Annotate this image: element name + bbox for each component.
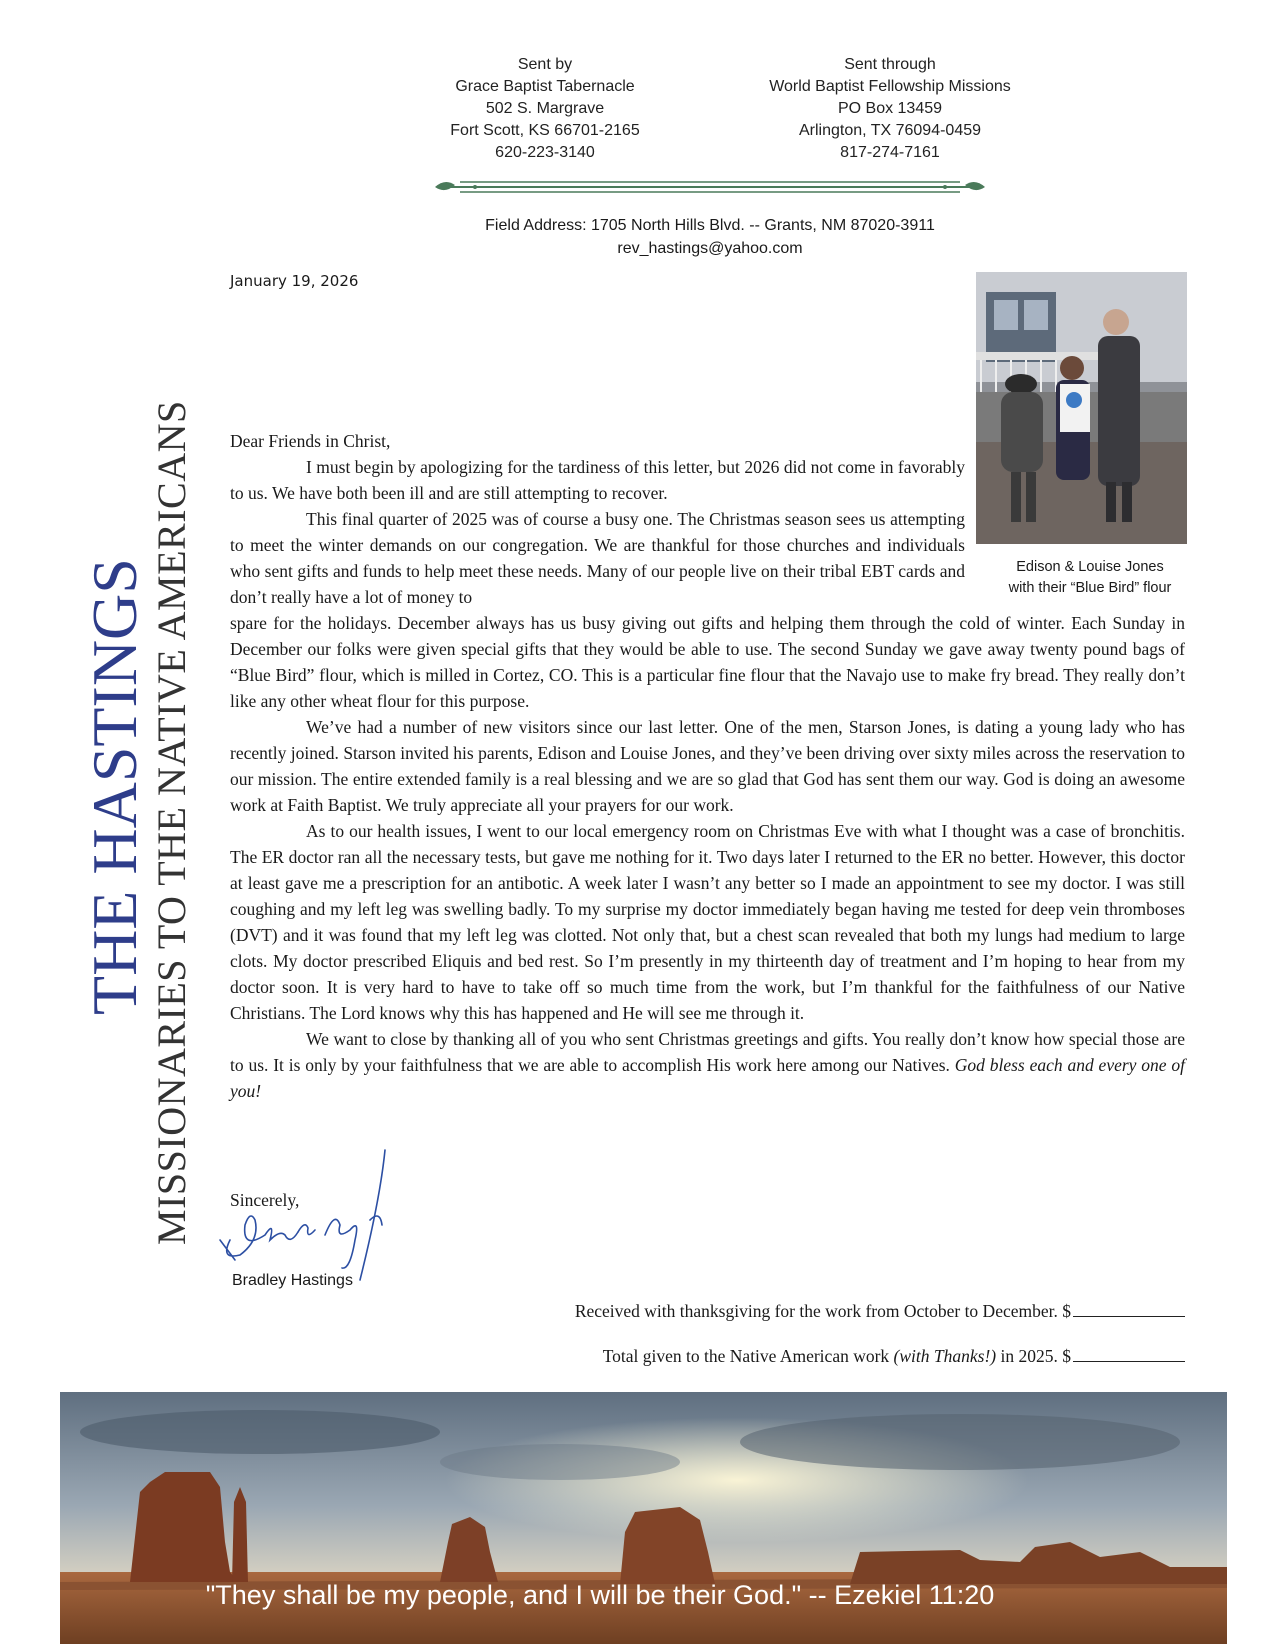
amount-blank-quarter[interactable] — [1073, 1298, 1185, 1317]
receipt-line-quarter — [575, 1298, 1185, 1322]
sent-by-block — [430, 54, 660, 164]
letter-greeting: Dear Friends in Christ, — [230, 431, 391, 451]
receipt-line-year — [603, 1343, 1185, 1367]
letter-paragraph: As to our health issues, I went to our local emergency room on Christmas Eve with what I thought was a case of bronchitis. The ER doctor ran all the necessary tests, but gave me nothing for it. Two days later I returned to the ER no better. However, this doctor at least gave me a prescription for an antibotic. A week later I wasn’t any better so I made an appointment to see my doctor. I was still coughing and my left leg was swelling badly. To my surprise my doctor immediately began having me tested for deep vein thromboses (DVT) and it was found that my left leg was clotted. Not only that, but a chest scan revealed that both my lungs had medium to large clots. My doctor prescribed Eliquis and bed rest. So I’m presently in my thirteenth day of treatment and I’m hoping to hear from my doctor soon. It is very hard to have to take off so much time from the work, but I’m thankful for the faithfulness of our Native Christians. The Lord knows why this has happened and He will see me through it. — [230, 821, 1185, 1023]
receipt-quarter-text: Received with thanksgiving for the work from October to December. $ — [574, 1301, 1071, 1321]
sent-through-org: World Baptist Fellowship Missions — [769, 78, 1011, 95]
amount-blank-year[interactable] — [1073, 1343, 1185, 1362]
sent-through-phone: 817-274-7161 — [840, 144, 940, 161]
footer-verse: "They shall be my people, and I will be their God." -- Ezekiel 11:20 — [205, 1580, 995, 1610]
signer-name: Bradley Hastings — [232, 1272, 353, 1289]
letter-paragraph: We’ve had a number of new visitors since our last letter. One of the men, Starson Jones, is dating a young lady who has recently joined. Starson invited his parents, Edison and Louise Jones, and they’ve been driving over sixty miles across the reservation to our mission. The entire extended family is a real blessing and we are so glad that God has sent them our way. God is doing an awesome work at Faith Baptist. We truly appreciate all your prayers for our work. — [230, 717, 1185, 815]
sent-through-label: Sent through — [844, 56, 936, 73]
banner-subtitle: MISSIONARIES TO THE NATIVE AMERICANS — [149, 400, 194, 1245]
sent-through-city: Arlington, TX 76094-0459 — [798, 122, 982, 139]
field-address-block — [470, 214, 950, 260]
letter-date: January 19, 2026 — [230, 272, 359, 290]
email-address[interactable]: rev_hastings@yahoo.com — [617, 240, 803, 257]
photo-caption-line-1: Edison & Louise Jones — [1016, 559, 1164, 575]
letter-paragraph: This final quarter of 2025 was of course a busy one. The Christmas season sees us attempting to meet the winter demands on our congregation. We are thankful for those churches and individuals who sent gifts and funds to help meet these needs. Many of our people live on their tribal EBT cards and don’t really have a lot of money to — [230, 509, 965, 607]
receipt-year-post: in 2025. $ — [996, 1346, 1071, 1366]
letter-paragraph: spare for the holidays. December always has us busy giving out gifts and helping them through the cold of winter. Each Sunday in December our folks were given special gifts that they would be able to use. The second Sunday we gave away twenty pound bags of “Blue Bird” flour, which is milled in Cortez, CO. This is a particular fine flour that the Navajo use to make fry bread. They really don’t like any other wheat flour for this purpose. — [230, 613, 1185, 711]
letter-body — [230, 428, 1185, 1104]
closing-text: We want to close by thanking all of you who sent Christmas greetings and gifts. You really don’t know how special those are to us. It is only by your faithfulness that we are able to accomplish His work here among our Natives. — [230, 1029, 1185, 1075]
sent-by-label: Sent by — [517, 56, 573, 73]
receipt-year-thanks: (with Thanks!) — [893, 1346, 997, 1366]
sent-by-phone: 620-223-3140 — [495, 144, 595, 161]
field-address: Field Address: 1705 North Hills Blvd. -- Grants, NM 87020-3911 — [485, 217, 935, 234]
blessing-text: God bless each and every one of you! — [230, 1055, 1186, 1101]
receipt-year-pre: Total given to the Native American work — [602, 1346, 894, 1366]
sent-through-pobox: PO Box 13459 — [837, 100, 943, 117]
sent-by-church: Grace Baptist Tabernacle — [455, 78, 635, 95]
sent-by-city: Fort Scott, KS 66701-2165 — [450, 122, 640, 139]
letter-paragraph: I must begin by apologizing for the tardiness of this letter, but 2026 did not come in favorably to us. We have both been ill and are still attempting to recover. — [230, 457, 965, 503]
letter-closing: Sincerely, — [230, 1190, 300, 1210]
banner-title: THE HASTINGS — [79, 558, 150, 1015]
ornamental-divider — [430, 172, 990, 200]
sent-through-block — [760, 54, 1020, 164]
handwritten-signature — [210, 1140, 430, 1290]
photo-caption-line-2: with their “Blue Bird” flour — [1008, 580, 1172, 596]
sent-by-street: 502 S. Margrave — [485, 100, 605, 117]
letter-paragraph-closing — [230, 1026, 1185, 1104]
